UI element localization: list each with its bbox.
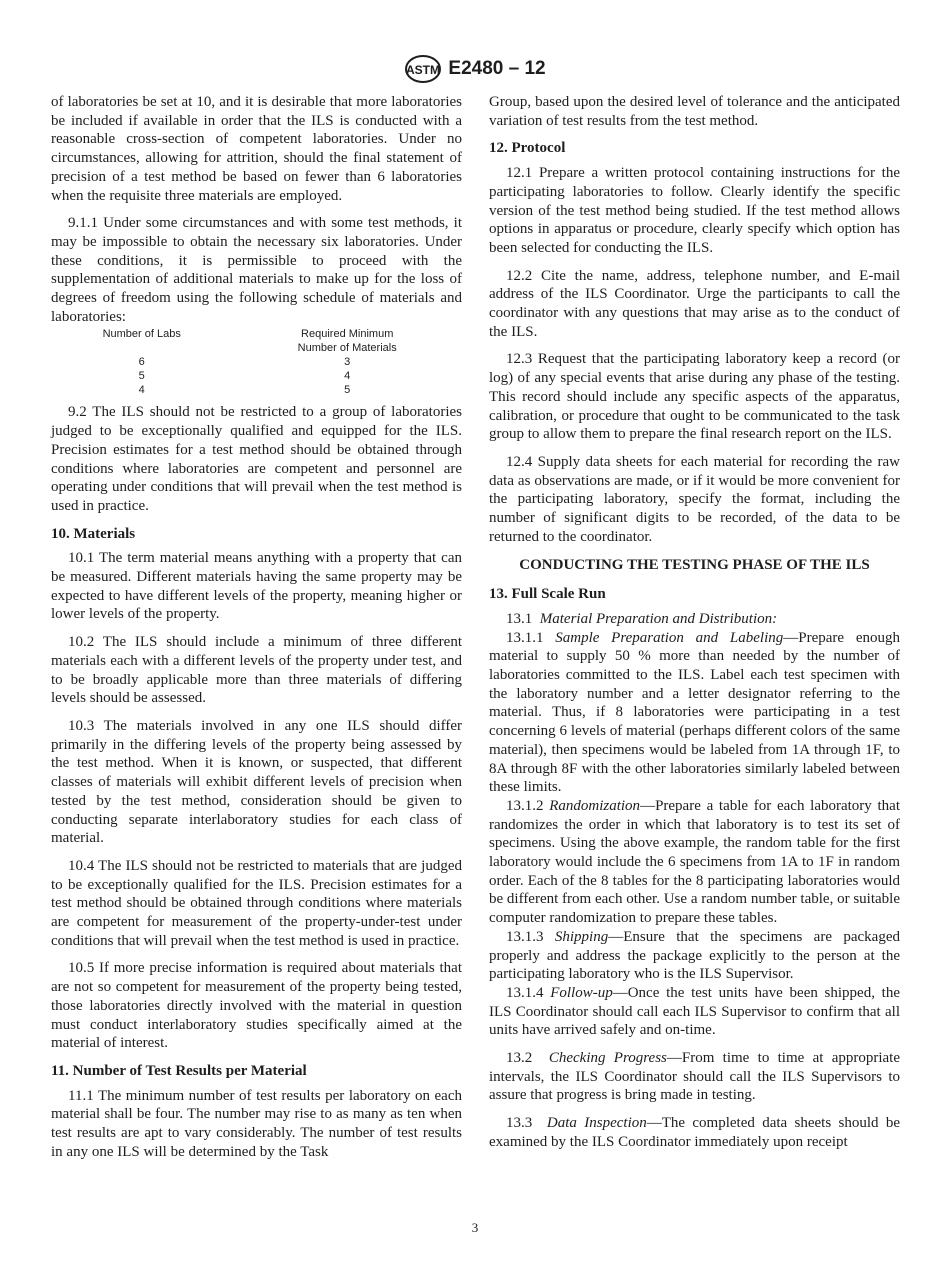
paragraph-10-4: 10.4 The ILS should not be restricted to materials that are judged to be exceptionally qualified for the ILS. Precision estimates for a test method should be obtained through conditions where materials are competent for measurement of the property-under-test under conditions that will prevail when the test method is used in practice. [51, 857, 462, 949]
part-heading-testing-phase: CONDUCTING THE TESTING PHASE OF THE ILS [519, 557, 870, 574]
paragraph-11-1: 11.1 The minimum number of test results per laboratory on each material shall be four. The number may rise to as many as ten when test results are apt to vary considerably. The number of test results in any one ILS will be determined by the Task [51, 1087, 462, 1160]
clause-number: 13.1.1 [506, 629, 544, 646]
document-id: E2480 – 12 [448, 58, 546, 79]
paragraph-13-1-2 [489, 797, 900, 928]
clause-text: —From time to time at appropriate intervals, the ILS Coordinator should call the ILS Supervisors to assure that progress is bring made in testing. [489, 1050, 901, 1104]
table-header-labs-line2 [51, 341, 232, 355]
table-header-materials: Required Minimum [301, 328, 394, 341]
table-cell: 6 [138, 356, 145, 369]
labs-materials-schedule-table [51, 327, 462, 397]
clause-text: —Once the test units have been shipped, the ILS Coordinator should call each ILS Supervisor to confirm that all units have arrived safely and on-time. [489, 984, 900, 1039]
table-row [51, 369, 462, 383]
clause-number: 13.1.4 [506, 984, 544, 1001]
table-cell: 3 [344, 356, 351, 369]
paragraph-11-1-continued: Group, based upon the desired level of tolerance and the anticipated variation of test results from the test method. [489, 94, 900, 129]
paragraph-9-1-1: 9.1.1 Under some circumstances and with some test methods, it may be impossible to obtain the necessary six laboratories. Under these conditions, it is permissible to proceed with the supplementation of additional materials to make up for the loss of degrees of freedom using the following schedule of materials and laboratories: [51, 215, 462, 325]
clause-title: Shipping [554, 928, 609, 945]
clause-text: —Prepare a table for each laboratory that randomizes the order in which that laboratory is to test its set of specimens. Using the above example, the random table for the first laboratory would include the 6 specimens from 1A to 1F in random order. Each of the 8 tables for the 8 participating laboratories would be different from each other. Use a random number table, or suitable computer randomization to prepare these tables. [489, 797, 901, 927]
paragraph-13-1-4 [489, 984, 900, 1040]
clause-number: 13.1 [506, 610, 533, 627]
clause-title: Randomization [549, 797, 641, 814]
paragraph-10-5: 10.5 If more precise information is required about materials that are not so competent for measurement of the property being tested, those laboratories directly involved with the material in question must conduct interlaboratory studies specifically aimed at the material of interest. [51, 960, 462, 1052]
clause-title: Sample Preparation and Labeling [555, 629, 784, 646]
clause-number: 13.3 [506, 1115, 533, 1132]
paragraph-13-2 [489, 1049, 900, 1105]
clause-title: Follow-up [550, 984, 613, 1001]
clause-title: Data Inspection [546, 1115, 647, 1132]
page-header [0, 52, 950, 86]
table-cell: 4 [138, 384, 145, 397]
clause-number: 13.2 [506, 1050, 533, 1067]
paragraph-13-1-3 [489, 928, 900, 984]
table-cell: 5 [138, 370, 145, 383]
svg-text:ASTM: ASTM [406, 63, 441, 77]
paragraph-9-2: 9.2 The ILS should not be restricted to a group of laboratories judged to be exceptionally qualified and equipped for the ILS. Precision estimates for a test method should be obtained through conditions where laboratories are competent and personnel are operating under conditions that will prevail when the test method is used in practice. [51, 404, 462, 514]
paragraph-10-2: 10.2 The ILS should include a minimum of three different materials each with a different levels of the property under test, and to be broadly applicable more than three materials of differing levels should be assessed. [51, 634, 462, 707]
clause-number: 13.1.3 [506, 928, 544, 945]
table-cell: 5 [344, 384, 351, 397]
clause-text: —Ensure that the specimens are packaged properly and address the package explicitly to the person at the participating laboratory who is the ILS Supervisor. [489, 928, 900, 983]
section-heading-12: 12. Protocol [489, 140, 566, 157]
clause-text: —Prepare enough material to supply 50 % more than needed by the number of laboratories committed to the ILS. Label each test specimen with the laboratory number and a letter designator referring to the material. Thus, if 8 laboratories were participating in a test concerning 6 levels of material (perhaps different colors of the same material), then specimens would be labeled from 1A through 1F, to 8A through 8F with the other laboratories similarly labeled between these limits. [489, 629, 900, 796]
paragraph-12-4: 12.4 Supply data sheets for each material for recording the raw data as observations are made, or if it would be more convenient for the participating laboratory, specify the format, including the number of significant digits to be recorded, of the data to be returned to the coordinator. [489, 453, 900, 545]
clause-text: —The completed data sheets should be examined by the ILS Coordinator immediately upon receipt [489, 1115, 901, 1150]
paragraph-12-3: 12.3 Request that the participating laboratory keep a record (or log) of any special events that arise during any phase of the testing. This record should include any specific aspects of the apparatus, calibration, or procedure that ought to be communicated to the task group to allow them to prepare the final research report on the ILS. [489, 351, 900, 443]
right-column [489, 93, 900, 1161]
clause-title: Material Preparation and Distribution: [539, 610, 778, 627]
paragraph-10-3: 10.3 The materials involved in any one ILS should differ primarily in the differing levels of the property being assessed by the test method. When it is known, or suspected, that different classes of materials will exhibit different levels of precision when tested by the test method, consideration should be given to conducting separate interlaboratory studies for each class of material. [51, 717, 462, 847]
paragraph-13-1 [489, 610, 900, 629]
clause-title: Checking Progress [548, 1050, 667, 1067]
table-header-materials-line2: Number of Materials [297, 342, 397, 355]
page-number: 3 [471, 1220, 479, 1235]
paragraph-12-2: 12.2 Cite the name, address, telephone number, and E-mail address of the ILS Coordinator. Urge the participants to call the coordinator with any questions that may arise as to the conduct of the ILS. [489, 267, 900, 340]
paragraph-10-1: 10.1 The term material means anything with a property that can be measured. Different materials having the same property may be expected to have different levels of the property, meaning higher or lower levels of the property. [51, 550, 462, 623]
table-row [51, 383, 462, 397]
left-column [51, 93, 462, 1170]
clause-number: 13.1.2 [506, 797, 544, 814]
section-heading-13: 13. Full Scale Run [489, 586, 606, 603]
paragraph-9-1-continued: of laboratories be set at 10, and it is desirable that more laboratories be included if available in order that the ILS is conducted with a reasonable cross-section of competent laboratories. Under no circumstances, allowing for attrition, should the final statement of precision of a test method be based on fewer than 6 laboratories when the requisite three materials are employed. [51, 94, 462, 204]
section-heading-11: 11. Number of Test Results per Material [51, 1062, 307, 1079]
table-row [51, 355, 462, 369]
paragraph-13-1-1 [489, 629, 900, 797]
table-cell: 4 [344, 370, 351, 383]
table-header-labs: Number of Labs [102, 328, 181, 341]
astm-logo-icon [404, 54, 442, 84]
paragraph-13-3 [489, 1114, 900, 1151]
paragraph-12-1: 12.1 Prepare a written protocol containing instructions for the participating laboratories to follow. Clearly identify the specific version of the test method being studied. If the test method allows options in apparatus or procedure, clearly specify which option has been selected for conducting the ILS. [489, 165, 900, 256]
section-heading-10: 10. Materials [51, 525, 136, 542]
